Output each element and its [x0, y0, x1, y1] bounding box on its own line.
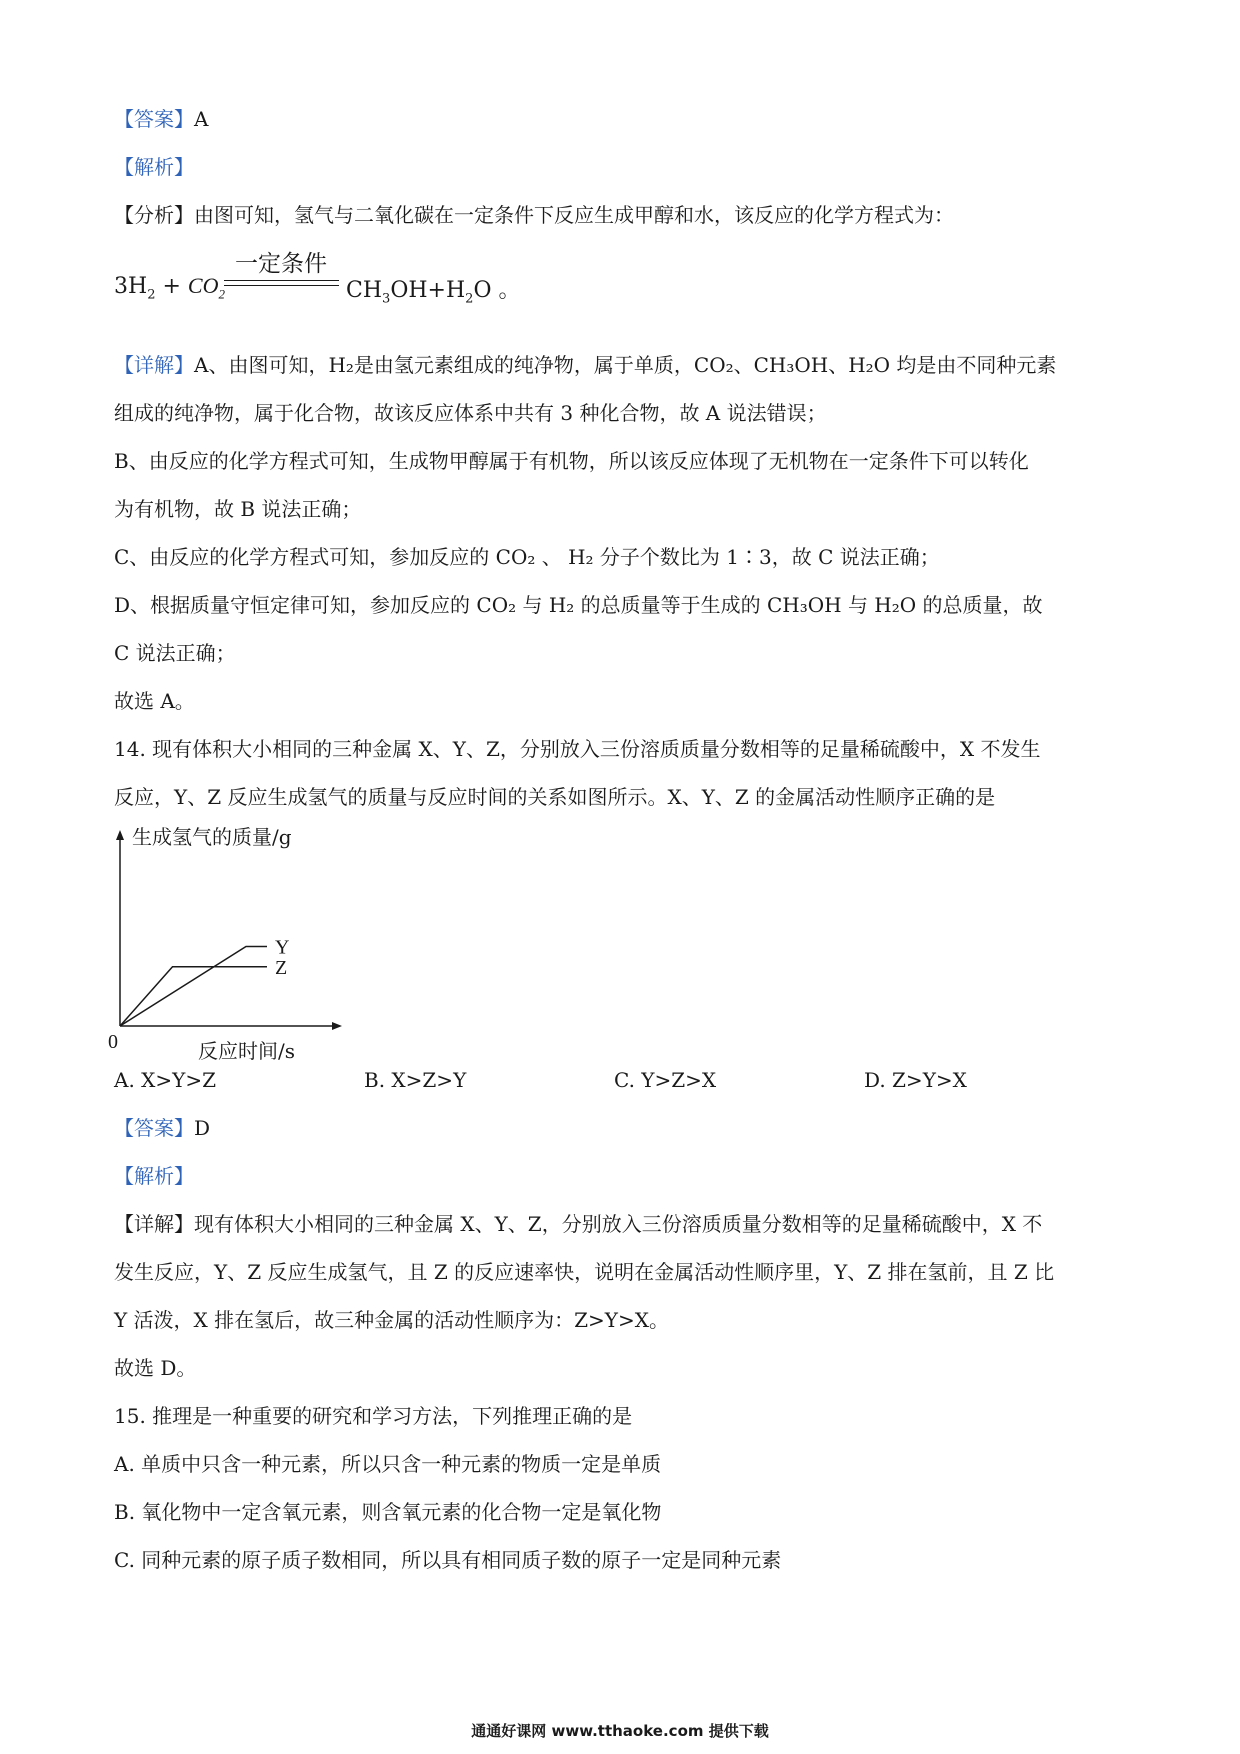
series-line-y [120, 946, 267, 1026]
series-label-z: Z [275, 956, 288, 979]
hydrogen-mass-chart [106, 826, 346, 1066]
q14-detail-tag: 【详解】 [114, 1212, 194, 1236]
q14-detail-line-1 [114, 1209, 1126, 1239]
q14-analysis-tag: 【解析】 [114, 1164, 194, 1188]
q13-analysis-tag: 【解析】 [114, 155, 194, 179]
q14-stem-line-2: 反应，Y、Z 反应生成氢气的质量与反应时间的关系如图所示。X、Y、Z 的金属活动性顺序正确的是 [114, 785, 996, 809]
equation-rhs: $CH_3OH+H_2O$ 。 [346, 278, 521, 307]
q14-detail-line-2: 发生反应，Y、Z 反应生成氢气，且 Z 的反应速率快，说明在金属活动性顺序里，Y、Z 排在氢前，且 Z 比 [114, 1260, 1055, 1284]
q13-detail-line-5: C、由反应的化学方程式可知，参加反应的 CO₂ 、 H₂ 分子个数比为 1∶3，故 C 说法正确； [114, 545, 940, 569]
q13-detail-text-1: A、由图可知，H₂是由氢元素组成的纯净物，属于单质，CO₂、CH₃OH、H₂O 均是由不同种元素 [194, 353, 1057, 377]
series-line-z [120, 967, 267, 1026]
q14-answer-value: D [194, 1116, 211, 1140]
q14-answer-line [114, 1113, 1126, 1143]
x-axis-arrow [332, 1022, 342, 1030]
q15-option-b: B. 氧化物中一定含氧元素，则含氧元素的化合物一定是氧化物 [114, 1500, 662, 1524]
chart-svg [106, 826, 346, 1066]
q13-conclusion: 故选 A。 [114, 689, 195, 713]
q14-option-a: A. X>Y>Z [114, 1068, 217, 1092]
q15-option-a: A. 单质中只含一种元素，所以只含一种元素的物质一定是单质 [114, 1452, 662, 1476]
q13-fenxi-text: 由图可知，氢气与二氧化碳在一定条件下反应生成甲醇和水，该反应的化学方程式为： [194, 203, 954, 227]
q13-detail-line-4: 为有机物，故 B 说法正确； [114, 497, 362, 521]
chemical-equation [114, 245, 714, 315]
q13-detail-tag: 【详解】 [114, 353, 194, 377]
q14-option-b: B. X>Z>Y [364, 1068, 467, 1092]
q14-analysis-line [114, 1161, 1126, 1191]
equation-bar-top [224, 280, 339, 281]
equation-lhs: $3H_2 + CO_2$ [114, 273, 225, 303]
q13-detail-line-3: B、由反应的化学方程式可知，生成物甲醇属于有机物，所以该反应体现了无机物在一定条件下可以转化 [114, 449, 1029, 473]
origin-label: 0 [108, 1031, 118, 1053]
y-axis-label: 生成氢气的质量/g [132, 826, 292, 849]
q13-detail-line-1 [114, 350, 1126, 380]
q13-detail-line-7: C 说法正确； [114, 641, 236, 665]
page-footer: 通通好课网 www.tthaoke.com 提供下载 [471, 1722, 769, 1740]
q13-answer-line [114, 104, 1126, 134]
series-label-y: Y [275, 936, 290, 959]
q14-option-d: D. Z>Y>X [864, 1068, 967, 1092]
q15-option-c: C. 同种元素的原子质子数相同，所以具有相同质子数的原子一定是同种元素 [114, 1548, 782, 1572]
q13-fenxi-line [114, 200, 1126, 230]
q15-stem: 15. 推理是一种重要的研究和学习方法，下列推理正确的是 [114, 1404, 633, 1428]
q13-fenxi-tag: 【分析】 [114, 203, 194, 227]
q14-detail-text-1: 现有体积大小相同的三种金属 X、Y、Z，分别放入三份溶质质量分数相等的足量稀硫酸中，X 不 [194, 1212, 1043, 1236]
q13-answer-value: A [194, 107, 209, 131]
equation-condition: 一定条件 [235, 251, 327, 277]
q13-analysis-line [114, 152, 1126, 182]
q13-detail-line-6: D、根据质量守恒定律可知，参加反应的 CO₂ 与 H₂ 的总质量等于生成的 CH₃OH 与 H₂O 的总质量，故 [114, 593, 1043, 617]
q14-answer-tag: 【答案】 [114, 1116, 194, 1140]
x-axis-label: 反应时间/s [198, 1039, 296, 1063]
q14-stem-line-1: 14. 现有体积大小相同的三种金属 X、Y、Z，分别放入三份溶质质量分数相等的足量稀硫酸中，X 不发生 [114, 737, 1041, 761]
q14-option-c: C. Y>Z>X [614, 1068, 717, 1092]
q14-detail-line-3: Y 活泼，X 排在氢后，故三种金属的活动性顺序为：Z>Y>X。 [114, 1308, 670, 1332]
equation-bar-bottom [224, 285, 339, 286]
q14-conclusion: 故选 D。 [114, 1356, 197, 1380]
q13-detail-line-2: 组成的纯净物，属于化合物，故该反应体系中共有 3 种化合物，故 A 说法错误； [114, 401, 827, 425]
q13-answer-tag: 【答案】 [114, 107, 194, 131]
y-axis-arrow [116, 830, 124, 840]
